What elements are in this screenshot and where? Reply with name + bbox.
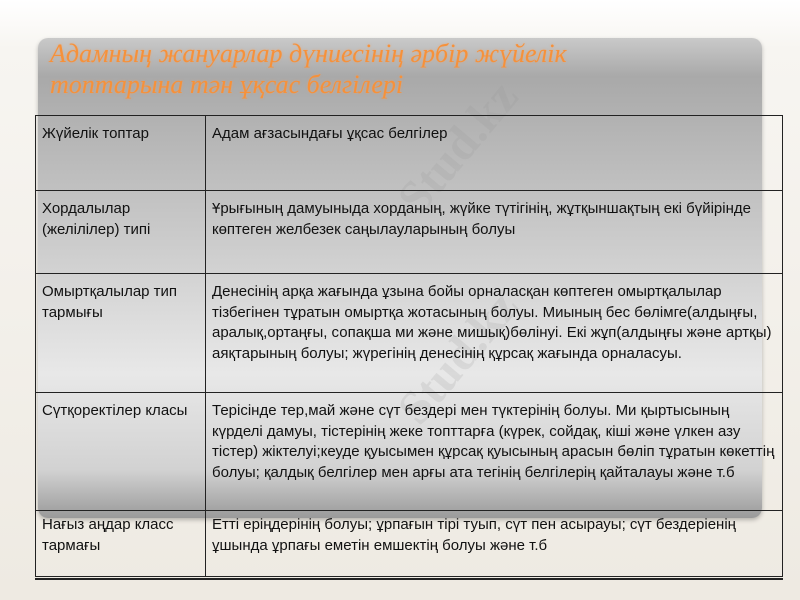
feature-cell: Етті еріңдерінің болуы; ұрпағын тірі туып, сүт пен асырауы; сүт бездеріенің ұшында ұрпағы еметін емшектің болуы және т.б <box>206 511 783 577</box>
table-header-row <box>36 116 783 191</box>
table-row <box>36 511 783 577</box>
comparison-table <box>35 115 783 577</box>
group-cell: Омыртқалылар тип тармығы <box>36 274 206 393</box>
feature-cell: Ұрығының дамуыныда хорданың, жүйке түтігінің, жұтқыншақтың екі бүйірінде көптеген желбезек саңылауларының болуы <box>206 191 783 274</box>
slide-title <box>50 38 750 100</box>
feature-cell: Денесінің арқа жағында ұзына бойы орналасқан көптеген омыртқалылар тізбегінен тұратын омыртқа жотасының болуы. Миының бес бөлімге(алдыңғы, аралық,ортаңғы, сопақша ми және мишық)бөлінуі. Екі жұп(алдыңғы және артқы) аяқтарының болуы; жүрегінің денесінің құрсақ жағында орналасуы. <box>206 274 783 393</box>
table-row <box>36 191 783 274</box>
group-cell: Нағыз аңдар класс тармағы <box>36 511 206 577</box>
title-line-1: Адамның жануарлар дүниесінің әрбір жүйелік <box>50 39 567 68</box>
table-bottom-border <box>35 578 783 580</box>
header-cell-groups: Жүйелік топтар <box>36 116 206 191</box>
table-row <box>36 274 783 393</box>
header-cell-features: Адам ағзасындағы ұқсас белгілер <box>206 116 783 191</box>
title-line-2: топтарына тән ұқсас белгілері <box>50 70 404 99</box>
group-cell: Хордалылар (желілілер) типі <box>36 191 206 274</box>
feature-cell: Терісінде тер,май және сүт бездері мен түктерінің болуы. Ми қыртысының күрделі дамуы, тістерінің жеке топттарға (күрек, сойдақ, кіші және үлкен азу тістер) жіктелуі;кеуде қуысымен құрсақ қуысының арасын бөліп тұратын көкеттің болуы; қалдық белгілер мен арғы ата тегінің белгілерің қайталауы және т.б <box>206 393 783 511</box>
table-row <box>36 393 783 511</box>
group-cell: Сүтқоректілер класы <box>36 393 206 511</box>
